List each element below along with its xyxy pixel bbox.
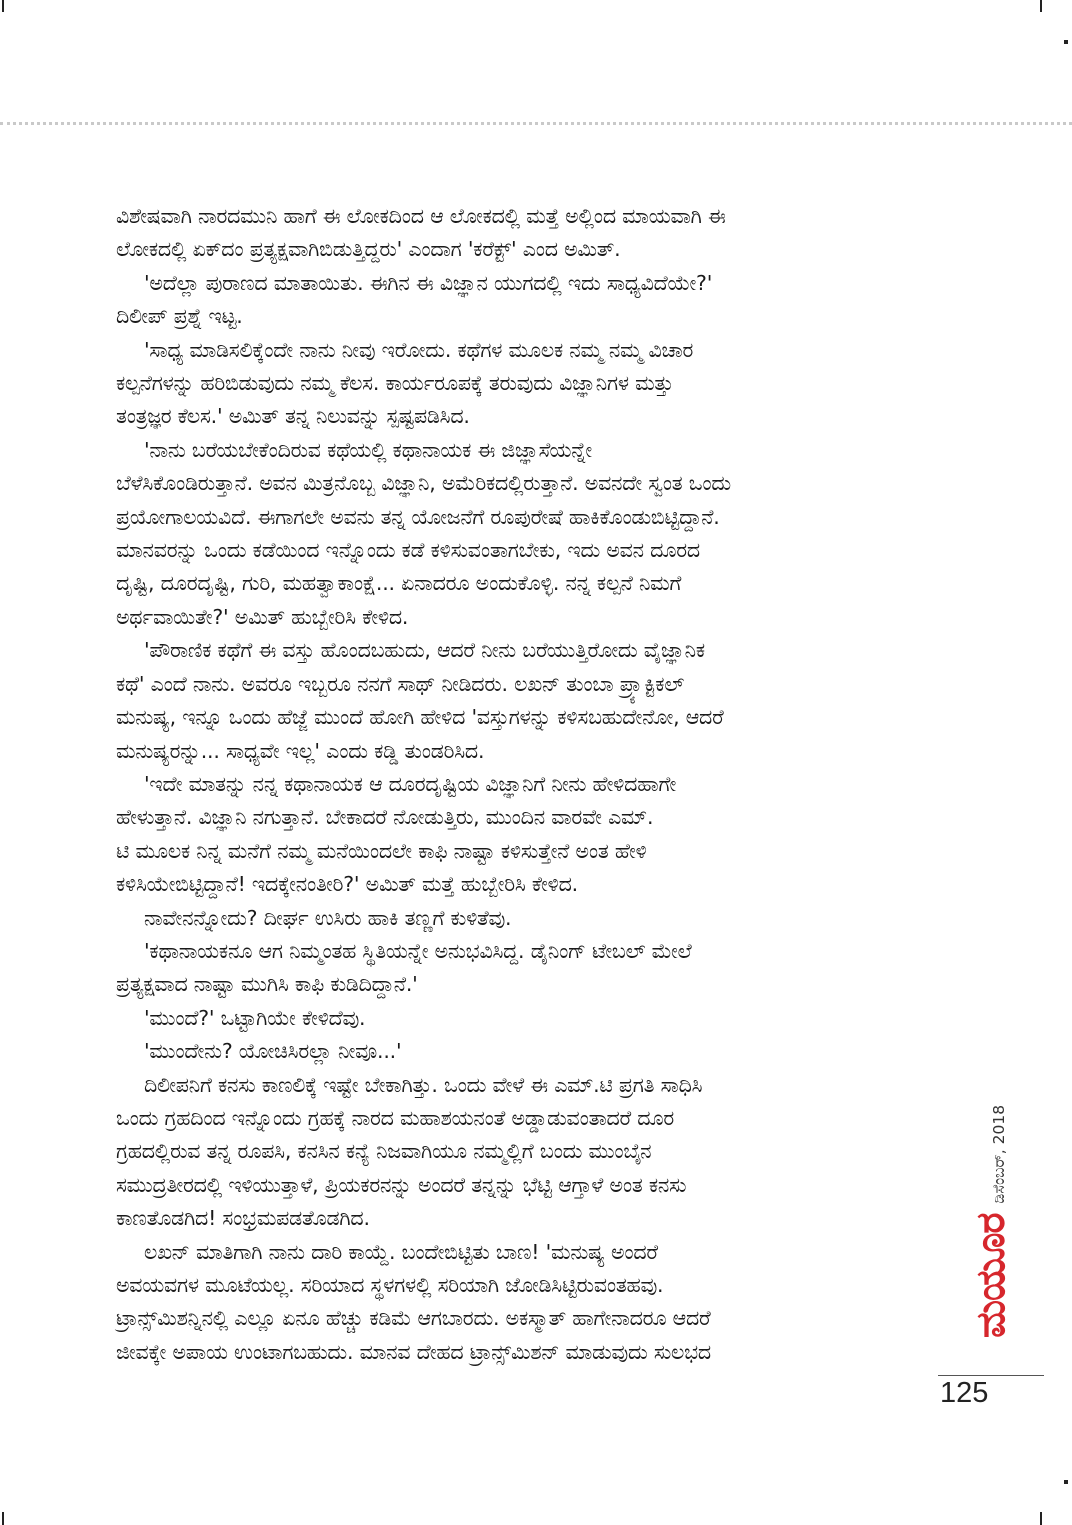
article-line: 'ನಾನು ಬರೆಯಬೇಕೆಂದಿರುವ ಕಥೆಯಲ್ಲಿ ಕಥಾನಾಯಕ ಈ ಜಿಜ್ಞಾಸೆಯನ್ನೇ bbox=[144, 437, 592, 462]
article-line: ನಾವೇನನ್ನೋದು? ದೀರ್ಘ ಉಸಿರು ಹಾಕಿ ತಣ್ಣಗೆ ಕುಳಿತೆವು. bbox=[144, 905, 512, 930]
article-line: ಮನುಷ್ಯ, ಇನ್ನೂ ಒಂದು ಹೆಜ್ಜೆ ಮುಂದೆ ಹೋಗಿ ಹೇಳಿದ 'ವಸ್ತುಗಳನ್ನು ಕಳಿಸಬಹುದೇನೋ, ಆದರೆ bbox=[116, 705, 724, 730]
article-line: ಕಾಣತೊಡಗಿದ! ಸಂಭ್ರಮಪಡತೊಡಗಿದ. bbox=[116, 1206, 370, 1231]
article-line: ಅವಯವಗಳ ಮೂಟೆಯಲ್ಲ. ಸರಿಯಾದ ಸ್ಥಳಗಳಲ್ಲಿ ಸರಿಯಾಗಿ ಜೋಡಿಸಿಟ್ಟಿರುವಂತಹವು. bbox=[116, 1273, 664, 1297]
article-line: 'ಮುಂದೇನು? ಯೋಚಿಸಿರಲ್ಲಾ ನೀವೂ...' bbox=[144, 1039, 402, 1064]
article-line: ಸಮುದ್ರತೀರದಲ್ಲಿ ಇಳಿಯುತ್ತಾಳೆ, ಪ್ರಿಯಕರನನ್ನು ಅಂದರೆ ತನ್ನನ್ನು ಭೆಟ್ಟಿ ಆಗ್ತಾಳೆ ಅಂತ ಕನಸು bbox=[116, 1172, 687, 1197]
article-line: ಲೋಕದಲ್ಲಿ ಏಕ್‌ದಂ ಪ್ರತ್ಯಕ್ಷವಾಗಿಬಿಡುತ್ತಿದ್ದರು' ಎಂದಾಗ 'ಕರೆಕ್ಟ್' ಎಂದ ಅಮಿತ್. bbox=[116, 237, 621, 262]
magazine-logo: ಮಯೂರ bbox=[968, 1213, 1014, 1338]
article-line: ಕಲ್ಪನೆಗಳನ್ನು ಹರಿಬಿಡುವುದು ನಮ್ಮ ಕೆಲಸ. ಕಾರ್ಯರೂಪಕ್ಕೆ ತರುವುದು ವಿಜ್ಞಾನಿಗಳ ಮತ್ತು bbox=[116, 371, 674, 396]
article-line: 'ಪೌರಾಣಿಕ ಕಥೆಗೆ ಈ ವಸ್ತು ಹೊಂದಬಹುದು, ಆದರೆ ನೀನು ಬರೆಯುತ್ತಿರೋದು ವೈಜ್ಞಾನಿಕ bbox=[144, 638, 705, 663]
header-dotted-divider bbox=[0, 122, 1072, 125]
article-line: ಟಿ ಮೂಲಕ ನಿನ್ನ ಮನೆಗೆ ನಮ್ಮ ಮನೆಯಿಂದಲೇ ಕಾಫಿ ನಾಷ್ಟಾ ಕಳಿಸುತ್ತೇನೆ ಅಂತ ಹೇಳಿ bbox=[116, 838, 647, 863]
article-line: ಕಥೆ' ಎಂದೆ ನಾನು. ಅವರೂ ಇಬ್ಬರೂ ನನಗೆ ಸಾಥ್ ನೀಡಿದರು. ಲಖನ್ ತುಂಬಾ ಪ್ರ್ಯಾಕ್ಟಿಕಲ್ bbox=[116, 671, 685, 696]
article-body bbox=[116, 200, 928, 1369]
article-line: ಲಖನ್ ಮಾತಿಗಾಗಿ ನಾನು ದಾರಿ ಕಾಯ್ದೆ. ಬಂದೇಬಿಟ್ಟಿತು ಬಾಣ! 'ಮನುಷ್ಯ ಅಂದರೆ bbox=[144, 1239, 658, 1264]
article-line: ಗ್ರಹದಲ್ಲಿರುವ ತನ್ನ ರೂಪಸಿ, ಕನಸಿನ ಕನ್ಯೆ ನಿಜವಾಗಿಯೂ ನಮ್ಮಲ್ಲಿಗೆ ಬಂದು ಮುಂಬೈನ bbox=[116, 1139, 652, 1164]
article-line: 'ಕಥಾನಾಯಕನೂ ಆಗ ನಿಮ್ಮಂತಹ ಸ್ಥಿತಿಯನ್ನೇ ಅನುಭವಿಸಿದ್ದ. ಡೈನಿಂಗ್ ಟೇಬಲ್ ಮೇಲೆ bbox=[144, 938, 692, 963]
article-line: ಕಳಿಸಿಯೇಬಿಟ್ಟಿದ್ದಾನೆ! ಇದಕ್ಕೇನಂತೀರಿ?' ಅಮಿತ್ ಮತ್ತೆ ಹುಬ್ಬೇರಿಸಿ ಕೇಳಿದ. bbox=[116, 872, 578, 897]
article-line: ವಿಶೇಷವಾಗಿ ನಾರದಮುನಿ ಹಾಗೆ ಈ ಲೋಕದಿಂದ ಆ ಲೋಕದಲ್ಲಿ ಮತ್ತೆ ಅಲ್ಲಿಂದ ಮಾಯವಾಗಿ ಈ bbox=[116, 204, 726, 228]
article-line: ಜೀವಕ್ಕೇ ಅಪಾಯ ಉಂಟಾಗಬಹುದು. ಮಾನವ ದೇಹದ ಟ್ರಾನ್ಸ್‌ಮಿಶನ್ ಮಾಡುವುದು ಸುಲಭದ bbox=[116, 1339, 711, 1364]
crop-mark-right-lower bbox=[1064, 1480, 1068, 1484]
article-line: 'ಅದೆಲ್ಲಾ ಪುರಾಣದ ಮಾತಾಯಿತು. ಈಗಿನ ಈ ವಿಜ್ಞಾನ ಯುಗದಲ್ಲಿ ಇದು ಸಾಧ್ಯವಿದೆಯೇ?' bbox=[144, 270, 713, 295]
article-line: ಮನುಷ್ಯರನ್ನು... ಸಾಧ್ಯವೇ ಇಲ್ಲ' ಎಂದು ಕಡ್ಡಿ ತುಂಡರಿಸಿದ. bbox=[116, 738, 485, 763]
article-line: ಅರ್ಥವಾಯಿತೇ?' ಅಮಿತ್ ಹುಬ್ಬೇರಿಸಿ ಕೇಳಿದ. bbox=[116, 604, 409, 629]
article-line: ಟ್ರಾನ್ಸ್‌ಮಿಶನ್ನಿನಲ್ಲಿ ಎಲ್ಲೂ ಏನೂ ಹೆಚ್ಚು ಕಡಿಮೆ ಆಗಬಾರದು. ಅಕಸ್ಮಾತ್ ಹಾಗೇನಾದರೂ ಆದರೆ bbox=[116, 1306, 711, 1331]
article-line: 'ಸಾಧ್ಯ ಮಾಡಿಸಲಿಕ್ಕೆಂದೇ ನಾನು ನೀವು ಇರೋದು. ಕಥೆಗಳ ಮೂಲಕ ನಮ್ಮ ನಮ್ಮ ವಿಚಾರ bbox=[144, 337, 694, 362]
crop-mark-top-right bbox=[1040, 0, 1042, 12]
article-line: ದೃಷ್ಟಿ, ದೂರದೃಷ್ಟಿ, ಗುರಿ, ಮಹತ್ವಾಕಾಂಕ್ಷೆ... ಏನಾದರೂ ಅಂದುಕೊಳ್ಳಿ. ನನ್ನ ಕಲ್ಪನೆ ನಿಮಗೆ bbox=[116, 571, 682, 596]
article-line: 'ಮುಂದೆ?' ಒಟ್ಟಾಗಿಯೇ ಕೇಳಿದೆವು. bbox=[144, 1005, 366, 1030]
article-line: ಪ್ರಯೋಗಾಲಯವಿದೆ. ಈಗಾಗಲೇ ಅವನು ತನ್ನ ಯೋಜನೆಗೆ ರೂಪುರೇಷೆ ಹಾಕಿಕೊಂಡುಬಿಟ್ಟಿದ್ದಾನೆ. bbox=[116, 504, 720, 529]
crop-mark-bottom-left bbox=[2, 1512, 4, 1525]
article-line: ತಂತ್ರಜ್ಞರ ಕೆಲಸ.' ಅಮಿತ್ ತನ್ನ ನಿಲುವನ್ನು ಸ್ಪಷ್ಟಪಡಿಸಿದ. bbox=[116, 404, 470, 429]
article-line: ಒಂದು ಗ್ರಹದಿಂದ ಇನ್ನೊಂದು ಗ್ರಹಕ್ಕೆ ನಾರದ ಮಹಾಶಯನಂತೆ ಅಡ್ಡಾಡುವಂತಾದರೆ ದೂರ bbox=[116, 1105, 675, 1130]
crop-mark-bottom-right bbox=[1040, 1512, 1042, 1525]
article-line: 'ಇದೇ ಮಾತನ್ನು ನನ್ನ ಕಥಾನಾಯಕ ಆ ದೂರದೃಷ್ಟಿಯ ವಿಜ್ಞಾನಿಗೆ ನೀನು ಹೇಳಿದಹಾಗೇ bbox=[144, 771, 677, 796]
article-line: ದಿಲೀಪನಿಗೆ ಕನಸು ಕಾಣಲಿಕ್ಕೆ ಇಷ್ಟೇ ಬೇಕಾಗಿತ್ತು. ಒಂದು ವೇಳೆ ಈ ಎಮ್.ಟಿ ಪ್ರಗತಿ ಸಾಧಿಸಿ bbox=[144, 1072, 703, 1097]
article-line: ಬೆಳೆಸಿಕೊಂಡಿರುತ್ತಾನೆ. ಅವನ ಮಿತ್ರನೊಬ್ಬ ವಿಜ್ಞಾನಿ, ಅಮೆರಿಕದಲ್ಲಿರುತ್ತಾನೆ. ಅವನದೇ ಸ್ವಂತ ಒಂದು bbox=[116, 471, 731, 496]
article-line: ದಿಲೀಪ್ ಪ್ರಶ್ನೆ ಇಟ್ಟ. bbox=[116, 304, 243, 329]
issue-date: ಡಿಸೆಂಬರ್, 2018 bbox=[990, 1104, 1008, 1204]
crop-mark-top-left bbox=[2, 0, 4, 12]
crop-mark-right-upper bbox=[1064, 40, 1068, 44]
page-number: 125 bbox=[940, 1377, 989, 1409]
article-line: ಮಾನವರನ್ನು ಒಂದು ಕಡೆಯಿಂದ ಇನ್ನೊಂದು ಕಡೆ ಕಳಿಸುವಂತಾಗಬೇಕು, ಇದು ಅವನ ದೂರದ bbox=[116, 538, 700, 563]
article-line: ಹೇಳುತ್ತಾನೆ. ವಿಜ್ಞಾನಿ ನಗುತ್ತಾನೆ. ಬೇಕಾದರೆ ನೋಡುತ್ತಿರು, ಮುಂದಿನ ವಾರವೇ ಎಮ್. bbox=[116, 805, 654, 830]
article-line: ಪ್ರತ್ಯಕ್ಷವಾದ ನಾಷ್ಟಾ ಮುಗಿಸಿ ಕಾಫಿ ಕುಡಿದಿದ್ದಾನೆ.' bbox=[116, 972, 418, 997]
folio-divider bbox=[938, 1375, 1044, 1376]
